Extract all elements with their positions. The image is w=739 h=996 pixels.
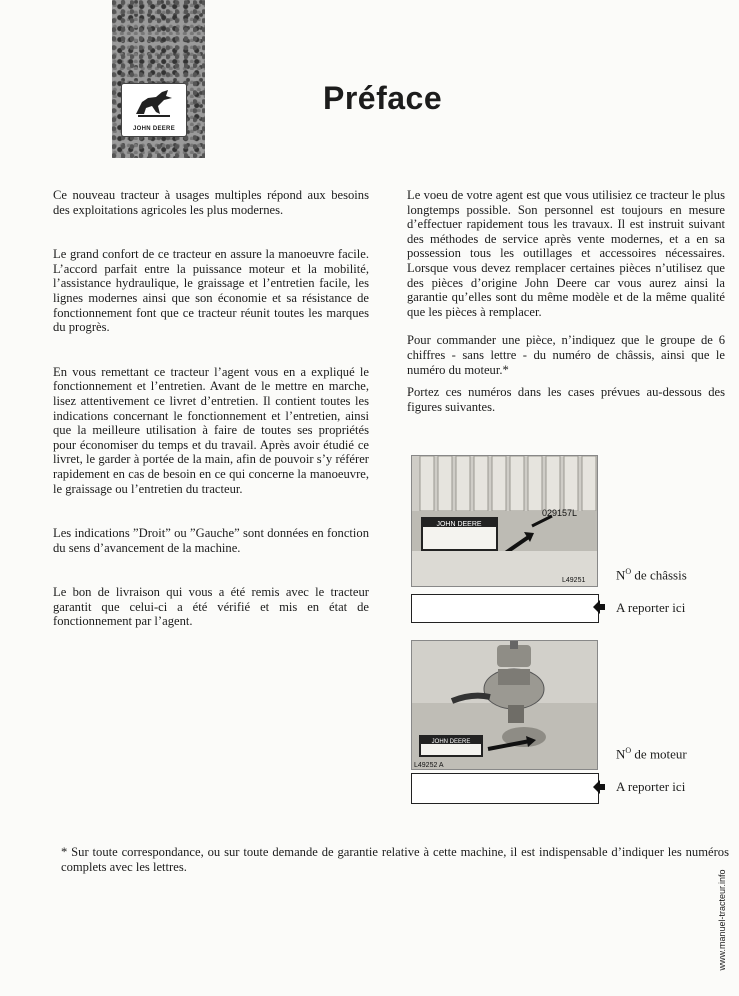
watermark-text: www.manuel-tracteur.info <box>717 869 727 971</box>
serial-number: 029157L <box>542 508 578 518</box>
arrow-left-icon <box>593 600 605 614</box>
label-text: de moteur <box>634 746 687 762</box>
john-deere-logo <box>121 83 187 137</box>
chassis-number-label <box>616 567 687 583</box>
label-prefix: N <box>616 746 626 762</box>
label-prefix: N <box>616 567 626 583</box>
engine-report-label: A reporter ici <box>616 779 686 794</box>
chassis-photo <box>411 455 598 587</box>
paragraph: Portez ces numéros dans les cases prévues au-dessous des figures suivantes. <box>407 385 725 414</box>
paragraph: En vous remettant ce tracteur l’agent vous en a expliqué le fonctionnement et l’entretien. Avant de le mettre en marche, lisez attentivement ce livret d’entretien. Il contient toutes les indications concernant le fonctionnement et l’entretien, ainsi que la meilleure utilisation à faire de toutes ses propriétés pour économiser du temps et du travail. Après avoir étudié ce livret, le garder à portée de la main, afin de pouvoir s’y référer rapidement en cas de besoin en ce qui concerne la manoeuvre, le graissage ou l’entretien du tracteur. <box>53 364 369 496</box>
chassis-number-field[interactable] <box>411 594 599 623</box>
paragraph: Le voeu de votre agent est que vous utilisiez ce tracteur le plus longtemps possible. Son personnel est toujours en mesure d’effectuer rapidement tous les travaux. Il est instruit suivant des méthodes de service après vente modernes, et a en sa possession tous les outillages et accessoires nécessaires. Lorsque vous devez remplacer certaines pièces n’utilisez que des pièces d’origine John Deere car vous aurez ainsi la garantie qu’elles sont du même modèle et de la même qualité que les pièces à remplacer. <box>407 188 725 319</box>
paragraph: Le bon de livraison qui vous a été remis avec le tracteur garantit que celui-ci a été vérifié et mis en état de fonctionnement par l’agent. <box>53 585 369 629</box>
watermark <box>712 860 732 990</box>
footnote: * Sur toute correspondance, ou sur toute demande de garantie relative à cette machine, il est indispensable d’indiquer les numéros complets avec les lettres. <box>61 845 729 874</box>
paragraph: Ce nouveau tracteur à usages multiples répond aux besoins des exploitations agricoles les plus modernes. <box>53 188 369 217</box>
arrow-left-icon <box>593 780 605 794</box>
label-superscript: O <box>625 567 632 576</box>
left-column <box>53 188 369 629</box>
page-title: Préface <box>323 80 443 116</box>
paragraph: Les indications ”Droit” ou ”Gauche” sont données en fonction du sens d’avancement de la machine. <box>53 526 369 555</box>
plate-text: JOHN DEERE <box>431 739 471 745</box>
engine-number-label <box>616 746 687 762</box>
figure-ref: L49252 A <box>414 762 444 769</box>
chassis-report-label: A reporter ici <box>616 600 686 615</box>
figure-ref: L49251 <box>562 577 586 584</box>
right-column <box>407 188 725 414</box>
paragraph: Pour commander une pièce, n’indiquez que le groupe de 6 chiffres - sans lettre - du numéro de châssis, ainsi que le numéro du moteur.* <box>407 333 725 377</box>
label-text: de châssis <box>634 567 687 583</box>
engine-photo <box>411 640 598 770</box>
logo-text: JOHN DEERE <box>132 126 175 132</box>
plate-text: JOHN DEERE <box>436 521 482 528</box>
label-superscript: O <box>625 746 632 755</box>
paragraph: Le grand confort de ce tracteur en assure la manoeuvre facile. L’accord parfait entre la puissance moteur et la mobilité, l’assistance hydraulique, le graissage et l’entretien facile, les lignes modernes ainsi que son économie et sa résistance de fonctionnement font que ce tracteur réunit toutes les marques du progrès. <box>53 247 369 335</box>
engine-number-field[interactable] <box>411 773 599 804</box>
